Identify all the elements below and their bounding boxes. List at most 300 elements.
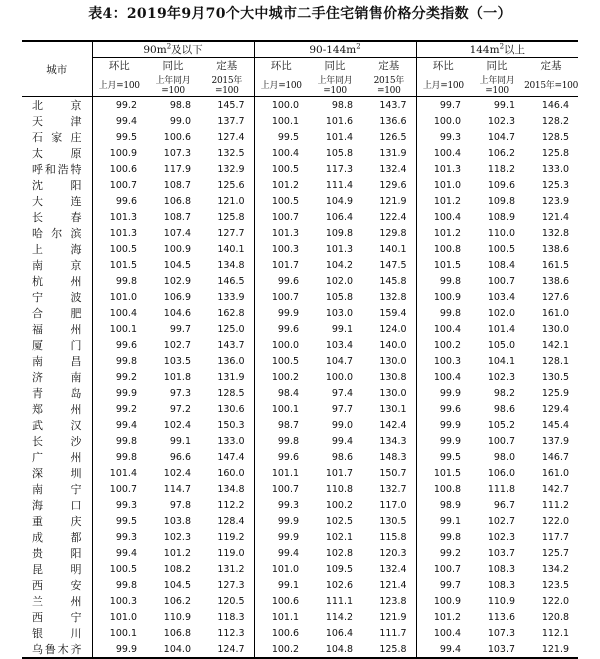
index-value-cell: 99.2 — [115, 403, 137, 415]
table-row — [22, 449, 578, 465]
index-value-cell: 108.7 — [163, 179, 191, 191]
city-name-cell: 福州 — [22, 321, 92, 337]
index-value-cell: 128.1 — [541, 355, 570, 367]
index-value-cell: 117.0 — [379, 499, 407, 511]
index-value-cell: 118.3 — [217, 611, 245, 623]
table-row — [22, 209, 578, 225]
index-value-cell: 150.3 — [217, 419, 245, 431]
index-value-cell: 99.5 — [416, 449, 470, 465]
index-value-cell: 104.9 — [325, 195, 354, 207]
index-value-cell: 100.8 — [416, 481, 470, 497]
unit-header-cell: 2015年=100 — [200, 73, 254, 97]
index-value-cell: 102.0 — [325, 275, 354, 287]
index-value-cell: 99.5 — [254, 129, 308, 145]
index-value-cell: 102.7 — [487, 515, 516, 527]
index-value-cell: 100.7 — [109, 179, 137, 191]
sub-header-cell: 定基 — [540, 60, 562, 72]
index-value-cell: 100.9 — [416, 289, 470, 305]
table-row — [22, 529, 578, 545]
index-value-cell: 100.2 — [416, 337, 470, 353]
unit-header-cell: 上年同月=100 — [308, 73, 362, 97]
index-value-cell: 98.9 — [416, 497, 470, 513]
index-value-cell: 100.4 — [109, 307, 137, 319]
index-value-cell: 106.4 — [325, 627, 354, 639]
table-row — [22, 481, 578, 497]
city-name-cell: 大连 — [22, 193, 92, 209]
index-value-cell: 100.0 — [416, 113, 470, 129]
index-value-cell: 100.7 — [487, 435, 516, 447]
index-value-cell: 132.8 — [379, 291, 407, 303]
index-value-cell: 101.1 — [254, 609, 308, 625]
index-value-cell: 101.8 — [163, 371, 191, 383]
index-value-cell: 142.7 — [541, 483, 570, 495]
city-name-cell: 天津 — [22, 113, 92, 129]
index-value-cell: 99.4 — [115, 547, 137, 559]
index-value-cell: 99.8 — [115, 275, 137, 287]
index-value-cell: 111.1 — [325, 595, 354, 607]
index-value-cell: 104.7 — [325, 355, 354, 367]
index-value-cell: 122.0 — [541, 595, 570, 607]
index-value-cell: 128.5 — [217, 387, 245, 399]
index-value-cell: 99.0 — [169, 115, 191, 127]
index-value-cell: 108.3 — [487, 563, 516, 575]
index-value-cell: 99.8 — [115, 355, 137, 367]
index-value-cell: 119.0 — [217, 547, 245, 559]
index-value-cell: 102.4 — [163, 419, 191, 431]
index-value-cell: 129.8 — [379, 227, 407, 239]
index-value-cell: 100.7 — [254, 289, 308, 305]
city-name-cell: 呼和浩特 — [22, 161, 92, 177]
index-value-cell: 102.3 — [487, 371, 516, 383]
index-value-cell: 161.0 — [541, 467, 570, 479]
index-value-cell: 100.7 — [254, 209, 308, 225]
index-value-cell: 130.0 — [379, 387, 407, 399]
table-row — [22, 385, 578, 401]
index-value-cell: 105.0 — [487, 339, 516, 351]
index-value-cell: 111.7 — [379, 627, 407, 639]
unit-header-cell: 上月=100 — [416, 73, 470, 97]
sub-header-cell: 定基 — [378, 60, 400, 72]
index-value-cell: 99.8 — [115, 435, 137, 447]
index-value-cell: 99.8 — [115, 451, 137, 463]
city-name-cell: 广州 — [22, 449, 92, 465]
index-value-cell: 122.4 — [379, 211, 407, 223]
index-value-cell: 124.7 — [200, 641, 254, 658]
city-name-cell: 银川 — [22, 625, 92, 641]
index-value-cell: 132.4 — [379, 563, 407, 575]
index-value-cell: 104.7 — [487, 131, 516, 143]
unit-header-cell: 2015年=100 — [524, 73, 578, 97]
table-row — [22, 337, 578, 353]
city-name-cell: 武汉 — [22, 417, 92, 433]
index-value-cell: 101.3 — [254, 225, 308, 241]
index-value-cell: 106.2 — [487, 147, 516, 159]
index-value-cell: 109.8 — [325, 227, 354, 239]
index-value-cell: 100.4 — [416, 369, 470, 385]
index-value-cell: 127.3 — [217, 579, 245, 591]
index-value-cell: 121.9 — [379, 611, 407, 623]
table-row — [22, 273, 578, 289]
index-value-cell: 108.9 — [487, 211, 516, 223]
sub-header-cell: 同比 — [162, 60, 184, 72]
index-value-cell: 130.0 — [541, 323, 570, 335]
index-value-cell: 150.7 — [379, 467, 407, 479]
index-value-cell: 100.9 — [163, 243, 191, 255]
index-value-cell: 99.9 — [254, 305, 308, 321]
index-value-cell: 134.3 — [379, 435, 407, 447]
index-value-cell: 100.6 — [109, 163, 137, 175]
index-value-cell: 102.7 — [163, 339, 191, 351]
table-row — [22, 561, 578, 577]
index-value-cell: 147.5 — [379, 259, 407, 271]
index-value-cell: 98.8 — [169, 99, 191, 111]
index-value-cell: 106.9 — [163, 291, 191, 303]
index-value-cell: 140.1 — [217, 243, 245, 255]
table-title: 表4：2019年9月70个大中城市二手住宅销售价格分类指数（一） — [88, 6, 512, 22]
index-value-cell: 105.8 — [325, 291, 354, 303]
sub-header-row — [22, 58, 578, 74]
table-row — [22, 289, 578, 305]
city-name-cell: 南京 — [22, 257, 92, 273]
index-value-cell: 99.1 — [331, 323, 354, 335]
index-value-cell: 126.5 — [379, 131, 407, 143]
index-value-cell: 110.8 — [325, 483, 354, 495]
index-value-cell: 120.3 — [379, 547, 407, 559]
index-value-cell: 146.5 — [217, 275, 245, 287]
city-name-cell: 重庆 — [22, 513, 92, 529]
index-value-cell: 109.6 — [487, 179, 516, 191]
index-value-cell: 97.7 — [331, 403, 354, 415]
index-value-cell: 99.4 — [331, 435, 354, 447]
index-value-cell: 100.5 — [254, 353, 308, 369]
index-value-cell: 108.2 — [163, 563, 191, 575]
index-value-cell: 134.8 — [217, 259, 245, 271]
index-value-cell: 101.5 — [416, 257, 470, 273]
index-value-cell: 162.8 — [217, 307, 245, 319]
index-value-cell: 101.3 — [109, 211, 137, 223]
index-value-cell: 145.4 — [541, 419, 570, 431]
index-value-cell: 109.8 — [487, 195, 516, 207]
table-row — [22, 593, 578, 609]
index-value-cell: 100.4 — [416, 321, 470, 337]
index-value-cell: 132.5 — [217, 147, 245, 159]
index-value-cell: 108.3 — [487, 579, 516, 591]
index-value-cell: 100.5 — [109, 563, 137, 575]
index-value-cell: 99.9 — [416, 417, 470, 433]
index-value-cell: 101.2 — [254, 177, 308, 193]
index-value-cell: 100.2 — [254, 369, 308, 385]
index-value-cell: 105.8 — [325, 147, 354, 159]
index-value-cell: 128.4 — [217, 515, 245, 527]
index-value-cell: 125.6 — [217, 179, 245, 191]
index-value-cell: 109.5 — [325, 563, 354, 575]
index-value-cell: 102.9 — [163, 275, 191, 287]
index-value-cell: 122.0 — [541, 515, 570, 527]
index-value-cell: 130.6 — [217, 403, 245, 415]
index-value-cell: 136.6 — [379, 115, 407, 127]
index-value-cell: 136.0 — [217, 355, 245, 367]
index-value-cell: 130.5 — [379, 515, 407, 527]
index-value-cell: 99.2 — [115, 99, 137, 111]
city-column-header: 城市 — [22, 41, 92, 97]
index-value-cell: 99.7 — [416, 97, 470, 114]
table-row — [22, 177, 578, 193]
index-value-cell: 99.4 — [115, 419, 137, 431]
index-value-cell: 99.7 — [169, 323, 191, 335]
index-value-cell: 103.4 — [487, 291, 516, 303]
sub-header-cell: 同比 — [324, 60, 346, 72]
table-row — [22, 609, 578, 625]
index-value-cell: 129.6 — [379, 179, 407, 191]
index-value-cell: 102.3 — [163, 531, 191, 543]
city-name-cell: 青岛 — [22, 385, 92, 401]
index-value-cell: 99.8 — [115, 579, 137, 591]
index-value-cell: 115.8 — [379, 531, 407, 543]
index-value-cell: 134.2 — [541, 563, 570, 575]
index-value-cell: 137.7 — [217, 115, 245, 127]
index-value-cell: 100.5 — [254, 193, 308, 209]
index-value-cell: 134.8 — [217, 483, 245, 495]
city-name-cell: 南宁 — [22, 481, 92, 497]
index-value-cell: 112.1 — [541, 627, 570, 639]
index-value-cell: 99.4 — [254, 545, 308, 561]
index-value-cell: 130.1 — [379, 403, 407, 415]
index-value-cell: 130.5 — [541, 371, 570, 383]
index-value-cell: 100.1 — [109, 323, 137, 335]
index-value-cell: 121.4 — [379, 579, 407, 591]
index-value-cell: 107.3 — [487, 627, 516, 639]
city-name-cell: 上海 — [22, 241, 92, 257]
index-value-cell: 99.5 — [115, 131, 137, 143]
index-value-cell: 99.8 — [416, 529, 470, 545]
index-value-cell: 101.1 — [254, 465, 308, 481]
index-value-cell: 147.4 — [217, 451, 245, 463]
index-value-cell: 125.7 — [541, 547, 570, 559]
index-value-cell: 111.2 — [541, 499, 570, 511]
index-value-cell: 102.6 — [325, 579, 354, 591]
index-value-cell: 101.7 — [254, 257, 308, 273]
city-name-cell: 济南 — [22, 369, 92, 385]
index-value-cell: 101.0 — [254, 561, 308, 577]
index-value-cell: 113.6 — [487, 611, 516, 623]
index-value-cell: 99.1 — [254, 577, 308, 593]
index-value-cell: 142.1 — [541, 339, 570, 351]
index-value-cell: 100.3 — [109, 595, 137, 607]
index-value-cell: 125.8 — [217, 211, 245, 223]
index-value-cell: 102.0 — [487, 307, 516, 319]
index-value-cell: 159.4 — [379, 307, 407, 319]
index-value-cell: 101.7 — [325, 467, 354, 479]
index-value-cell: 114.7 — [163, 483, 191, 495]
index-value-cell: 99.6 — [115, 195, 137, 207]
index-value-cell: 112.2 — [217, 499, 245, 511]
index-value-cell: 123.9 — [541, 195, 570, 207]
index-value-cell: 100.7 — [254, 481, 308, 497]
index-value-cell: 146.7 — [541, 451, 570, 463]
city-name-cell: 昆明 — [22, 561, 92, 577]
index-value-cell: 132.9 — [217, 163, 245, 175]
table-row — [22, 497, 578, 513]
index-value-cell: 119.2 — [217, 531, 245, 543]
index-value-cell: 101.5 — [416, 465, 470, 481]
index-value-cell: 101.3 — [416, 161, 470, 177]
index-value-cell: 103.7 — [470, 641, 524, 658]
index-value-cell: 103.8 — [163, 515, 191, 527]
index-value-cell: 130.0 — [379, 355, 407, 367]
index-value-cell: 100.1 — [254, 113, 308, 129]
index-value-cell: 105.2 — [487, 419, 516, 431]
index-value-cell: 102.3 — [487, 531, 516, 543]
table-row — [22, 545, 578, 561]
table-body — [22, 97, 578, 659]
index-value-cell: 101.4 — [325, 131, 354, 143]
unit-header-cell: 上年同月=100 — [146, 73, 200, 97]
price-index-table — [22, 40, 578, 659]
table-row — [22, 369, 578, 385]
city-name-cell: 合肥 — [22, 305, 92, 321]
city-name-cell: 石家庄 — [22, 129, 92, 145]
index-value-cell: 100.4 — [416, 625, 470, 641]
unit-header-cell: 2015年=100 — [362, 73, 416, 97]
index-value-cell: 99.2 — [416, 545, 470, 561]
index-value-cell: 121.4 — [541, 211, 570, 223]
index-value-cell: 120.8 — [541, 611, 570, 623]
index-value-cell: 131.9 — [379, 147, 407, 159]
index-value-cell: 131.9 — [217, 371, 245, 383]
index-value-cell: 132.8 — [541, 227, 570, 239]
table-row — [22, 97, 578, 114]
index-value-cell: 100.2 — [325, 499, 354, 511]
index-value-cell: 100.6 — [163, 131, 191, 143]
city-name-cell: 郑州 — [22, 401, 92, 417]
index-value-cell: 101.2 — [416, 193, 470, 209]
group-header-large: $144m^2$以上 — [416, 41, 578, 58]
unit-header-cell: 上月=100 — [254, 73, 308, 97]
index-value-cell: 99.6 — [115, 339, 137, 351]
index-value-cell: 98.6 — [331, 451, 354, 463]
index-value-cell: 107.3 — [163, 147, 191, 159]
index-value-cell: 100.5 — [254, 161, 308, 177]
index-value-cell: 104.6 — [163, 307, 191, 319]
index-value-cell: 148.3 — [379, 451, 407, 463]
index-value-cell: 127.7 — [217, 227, 245, 239]
index-value-cell: 96.6 — [169, 451, 191, 463]
index-value-cell: 132.4 — [379, 163, 407, 175]
index-value-cell: 124.0 — [379, 323, 407, 335]
index-value-cell: 97.8 — [169, 499, 191, 511]
index-value-cell: 108.7 — [163, 211, 191, 223]
table-row — [22, 225, 578, 241]
city-name-cell: 成都 — [22, 529, 92, 545]
index-value-cell: 125.8 — [362, 641, 416, 658]
index-value-cell: 143.7 — [379, 99, 407, 111]
index-value-cell: 140.1 — [379, 243, 407, 255]
index-value-cell: 99.6 — [254, 273, 308, 289]
index-value-cell: 100.0 — [254, 337, 308, 353]
index-value-cell: 99.8 — [254, 433, 308, 449]
table-row — [22, 417, 578, 433]
index-value-cell: 99.9 — [115, 387, 137, 399]
city-name-cell: 北京 — [22, 97, 92, 114]
price-index-table-container — [22, 40, 578, 659]
city-name-cell: 兰州 — [22, 593, 92, 609]
index-value-cell: 132.7 — [379, 483, 407, 495]
index-value-cell: 99.8 — [416, 305, 470, 321]
index-value-cell: 112.3 — [217, 627, 245, 639]
index-value-cell: 97.2 — [169, 403, 191, 415]
index-value-cell: 100.9 — [416, 593, 470, 609]
index-value-cell: 101.4 — [109, 467, 137, 479]
index-value-cell: 160.0 — [217, 467, 245, 479]
city-name-cell: 南昌 — [22, 353, 92, 369]
city-name-cell: 西宁 — [22, 609, 92, 625]
index-value-cell: 125.0 — [217, 323, 245, 335]
index-value-cell: 106.8 — [163, 627, 191, 639]
index-value-cell: 106.8 — [163, 195, 191, 207]
index-value-cell: 140.0 — [379, 339, 407, 351]
index-value-cell: 99.3 — [416, 129, 470, 145]
sub-header-cell: 环比 — [416, 58, 470, 74]
index-value-cell: 100.4 — [416, 209, 470, 225]
index-value-cell: 100.3 — [416, 353, 470, 369]
table-header — [22, 41, 578, 97]
index-value-cell: 111.8 — [487, 483, 516, 495]
city-name-cell: 乌鲁木齐 — [22, 641, 92, 658]
city-name-cell: 贵阳 — [22, 545, 92, 561]
index-value-cell: 99.4 — [416, 641, 470, 658]
index-value-cell: 121.9 — [524, 641, 578, 658]
index-value-cell: 104.5 — [163, 579, 191, 591]
index-value-cell: 102.4 — [163, 467, 191, 479]
index-value-cell: 99.4 — [115, 115, 137, 127]
index-value-cell: 100.0 — [254, 97, 308, 114]
index-value-cell: 101.3 — [109, 227, 137, 239]
index-value-cell: 100.5 — [109, 243, 137, 255]
index-value-cell: 111.4 — [325, 179, 354, 191]
index-value-cell: 137.9 — [541, 435, 570, 447]
sub-header-cell: 环比 — [108, 60, 130, 72]
index-value-cell: 107.4 — [163, 227, 191, 239]
index-value-cell: 102.3 — [487, 115, 516, 127]
index-value-cell: 100.3 — [254, 241, 308, 257]
index-value-cell: 99.3 — [115, 499, 137, 511]
index-value-cell: 145.8 — [379, 275, 407, 287]
city-name-cell: 长春 — [22, 209, 92, 225]
index-value-cell: 127.6 — [541, 291, 570, 303]
index-value-cell: 99.9 — [416, 433, 470, 449]
index-value-cell: 145.7 — [217, 99, 245, 111]
index-value-cell: 99.9 — [416, 385, 470, 401]
city-name-cell: 海口 — [22, 497, 92, 513]
index-value-cell: 99.5 — [115, 515, 137, 527]
table-row — [22, 513, 578, 529]
table-row — [22, 353, 578, 369]
index-value-cell: 101.0 — [109, 291, 137, 303]
index-value-cell: 99.9 — [92, 641, 146, 658]
index-value-cell: 104.8 — [308, 641, 362, 658]
table-row — [22, 145, 578, 161]
unit-header-cell: 上年同月=100 — [470, 73, 524, 97]
index-value-cell: 110.0 — [487, 227, 516, 239]
index-value-cell: 99.3 — [115, 531, 137, 543]
city-name-cell: 宁波 — [22, 289, 92, 305]
index-value-cell: 128.5 — [541, 131, 570, 143]
index-value-cell: 101.5 — [109, 259, 137, 271]
index-value-cell: 127.4 — [217, 131, 245, 143]
table-row — [22, 129, 578, 145]
index-value-cell: 146.4 — [541, 99, 570, 111]
city-name-cell: 太原 — [22, 145, 92, 161]
